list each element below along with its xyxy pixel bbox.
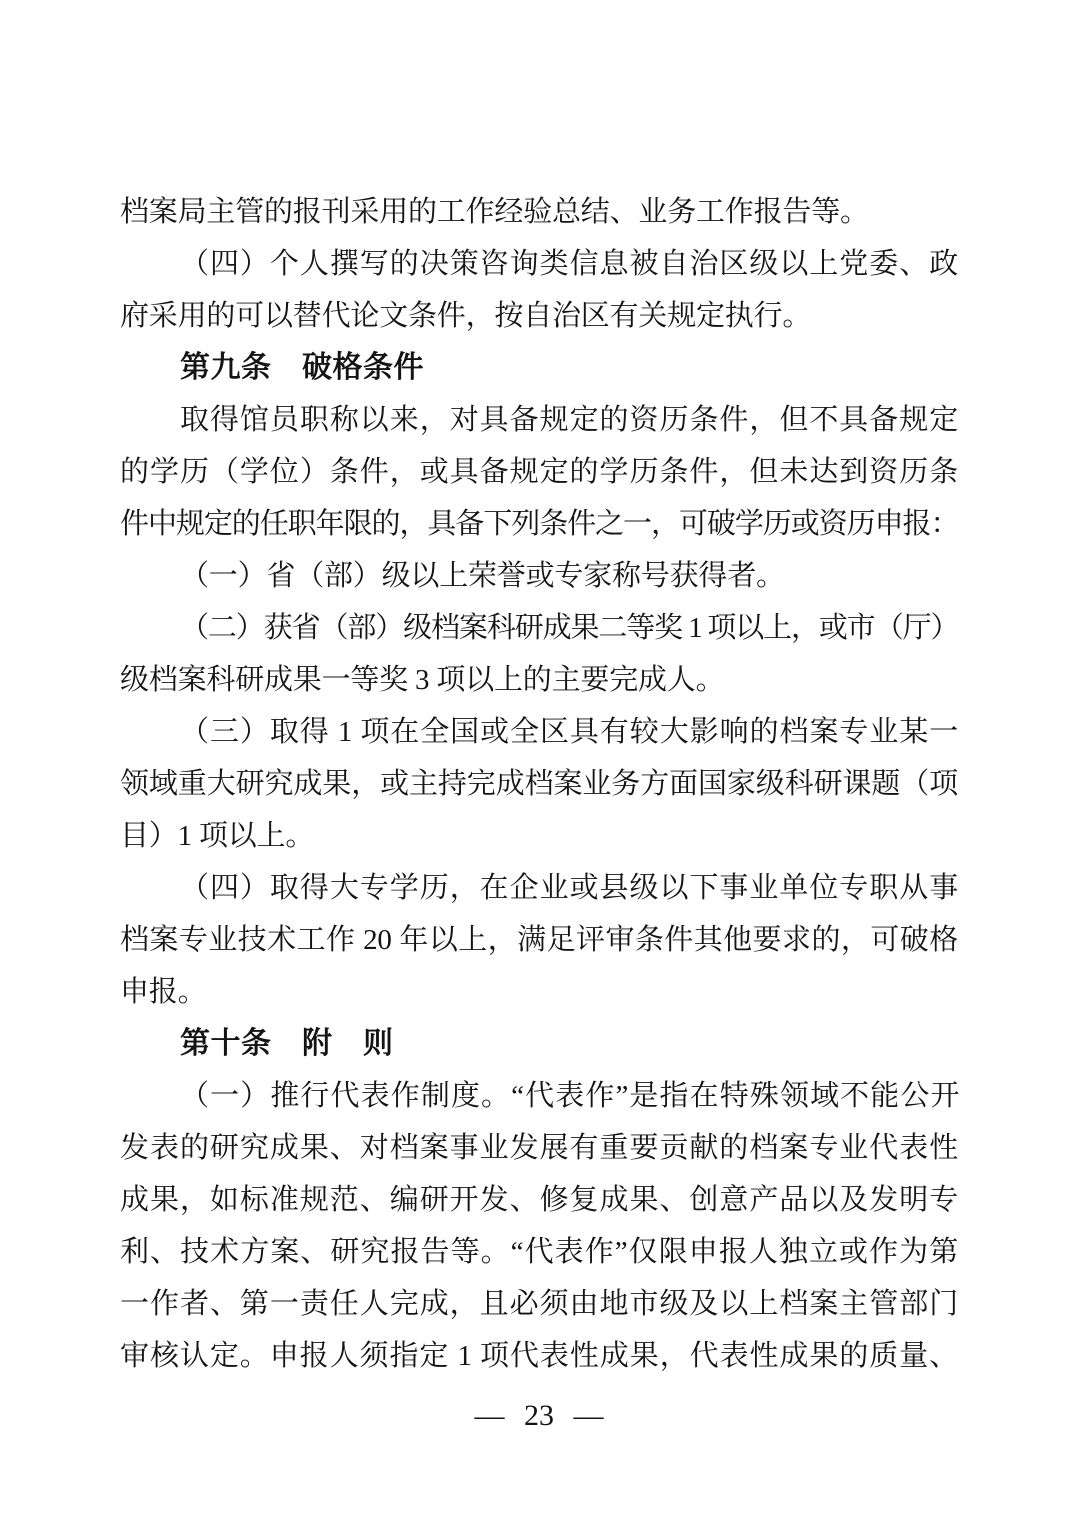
body-line: 件中规定的任职年限的，具备下列条件之一，可破学历或资历申报：	[120, 508, 958, 540]
body-line: 成果，如标准规范、编研开发、修复成果、创意产品以及发明专	[120, 1184, 958, 1216]
body-line: 档案专业技术工作 20 年以上，满足评审条件其他要求的，可破格	[120, 924, 958, 956]
article-9-heading: 第九条 破格条件	[180, 351, 424, 384]
article-10-heading: 第十条 附 则	[180, 1027, 394, 1060]
page-number: — 23 —	[474, 1399, 604, 1432]
body-line: 级档案科研成果一等奖 3 项以上的主要完成人。	[120, 664, 725, 696]
body-line: 档案局主管的报刊采用的工作经验总结、业务工作报告等。	[120, 196, 869, 228]
body-line: 一作者、第一责任人完成，且必须由地市级及以上档案主管部门	[120, 1288, 958, 1320]
body-line: 利、技术方案、研究报告等。“代表作”仅限申报人独立或作为第	[120, 1236, 958, 1268]
document-body	[120, 186, 958, 1382]
body-line: （二）获省（部）级档案科研成果二等奖 1 项以上，或市（厅）	[180, 612, 958, 644]
body-line: 取得馆员职称以来，对具备规定的资历条件，但不具备规定	[180, 404, 958, 436]
body-line: 申报。	[120, 976, 207, 1008]
body-line: （四）取得大专学历，在企业或县级以下事业单位专职从事	[180, 872, 958, 904]
body-line: （三）取得 1 项在全国或全区具有较大影响的档案专业某一	[180, 716, 958, 748]
body-line: （四）个人撰写的决策咨询类信息被自治区级以上党委、政	[180, 248, 958, 280]
body-line: 府采用的可以替代论文条件，按自治区有关规定执行。	[120, 300, 812, 332]
body-line: 发表的研究成果、对档案事业发展有重要贡献的档案专业代表性	[120, 1132, 958, 1164]
body-line: 领域重大研究成果，或主持完成档案业务方面国家级科研课题（项	[120, 768, 958, 800]
body-line: 审核认定。申报人须指定 1 项代表性成果，代表性成果的质量、	[120, 1340, 958, 1372]
body-line: （一）省（部）级以上荣誉或专家称号获得者。	[180, 560, 785, 592]
body-line: 目）1 项以上。	[120, 820, 315, 852]
body-line: （一）推行代表作制度。“代表作”是指在特殊领域不能公开	[180, 1080, 958, 1112]
body-line: 的学历（学位）条件，或具备规定的学历条件，但未达到资历条	[120, 456, 958, 488]
